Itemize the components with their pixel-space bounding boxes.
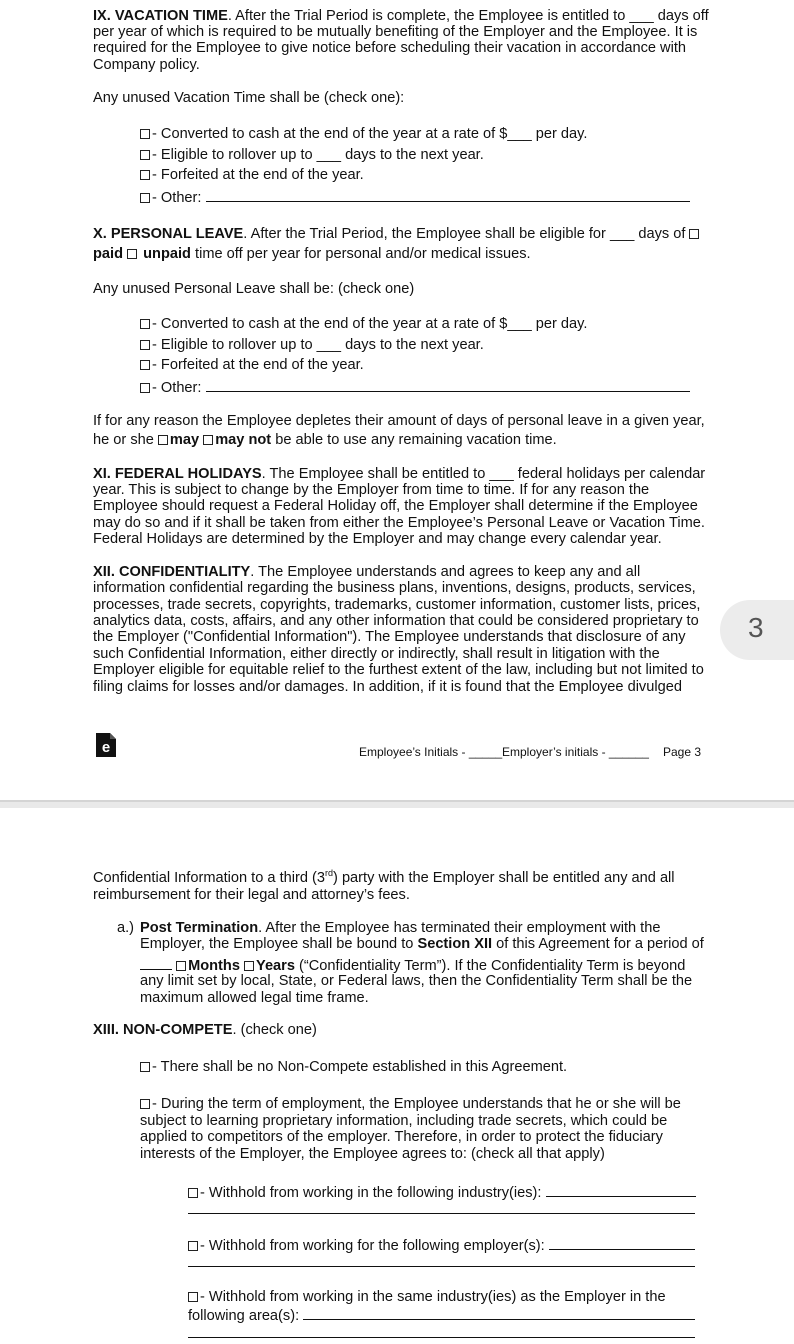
s11-line2: year. This is subject to change by the Employer from time to time. If for any reason the (93, 482, 650, 498)
checkbox[interactable] (140, 1099, 150, 1109)
s12-line5: the Employer ("Confidential Information"). The Employee understands that disclosure of any (93, 629, 686, 645)
cont-line1: Confidential Information to a third (3rd) party with the Employer shall be entitled any and all (93, 868, 675, 886)
checkbox[interactable] (140, 129, 150, 139)
a-heading: Post Termination (140, 920, 259, 936)
s10-line1: X. PERSONAL LEAVE. After the Trial Period, the Employee shall be eligible for ___ days of (93, 226, 701, 243)
a-line5: maximum allowed legal time frame. (140, 990, 369, 1006)
checkbox[interactable] (188, 1188, 198, 1198)
s9-heading: IX. VACATION TIME (93, 8, 228, 24)
s10-option-other: - Other: (140, 378, 690, 397)
checkbox[interactable] (140, 319, 150, 329)
document-page-4 (0, 808, 794, 1344)
checkbox[interactable] (140, 340, 150, 350)
other-blank[interactable] (206, 188, 690, 202)
page-separator (0, 800, 794, 808)
s9-line2: per year of which is required to be mutually benefiting of the Employer and the Employee. It is (93, 24, 698, 40)
s13-sub-industry: - Withhold from working in the following industry(ies): (188, 1183, 696, 1202)
period-blank[interactable] (140, 956, 172, 970)
s10-option-forfeit: - Forfeited at the end of the year. (140, 357, 364, 374)
s9-option-forfeit: - Forfeited at the end of the year. (140, 167, 364, 184)
checkbox[interactable] (140, 193, 150, 203)
checkbox-years[interactable] (244, 961, 254, 971)
a-line1: Post Termination. After the Employee has terminated their employment with the (140, 920, 661, 936)
a-marker: a.) (117, 920, 135, 936)
area-blank[interactable] (303, 1306, 695, 1320)
page-indicator-number: 3 (748, 612, 764, 643)
s9-line4: Company policy. (93, 57, 200, 73)
s9-unused-prompt: Any unused Vacation Time shall be (check one): (93, 90, 405, 106)
checkbox[interactable] (140, 150, 150, 160)
s10-heading: X. PERSONAL LEAVE (93, 226, 244, 242)
checkbox[interactable] (140, 360, 150, 370)
s11-line5: Federal Holidays are determined by the Employer and may change every calendar year. (93, 531, 662, 547)
s13-option-during-line3: applied to competitors of the employer. Therefore, in order to protect the fiduciary (140, 1129, 663, 1145)
s10-option-cash: - Converted to cash at the end of the year at a rate of $___ per day. (140, 316, 587, 333)
s13-line1: XIII. NON-COMPETE. (check one) (93, 1022, 317, 1038)
s12-line2: information confidential regarding the business plans, inventions, designs, products, services, (93, 580, 696, 596)
s10-depletes-line2: he or she may may not be able to use any remaining vacation time. (93, 432, 557, 448)
s10-option-rollover: - Eligible to rollover up to ___ days to the next year. (140, 337, 484, 354)
footer-page-number: Page 3 (663, 745, 702, 759)
other-blank[interactable] (206, 378, 690, 392)
s11-heading: XI. FEDERAL HOLIDAYS (93, 466, 262, 482)
industry-blank[interactable] (546, 1183, 696, 1197)
area-blank-2[interactable] (188, 1324, 695, 1338)
checkbox[interactable] (188, 1241, 198, 1251)
s11-line3: Employee should request a Federal Holiday off, the Employer shall determine if the Employee (93, 498, 698, 514)
industry-blank-2[interactable] (188, 1200, 695, 1214)
checkbox-months[interactable] (176, 961, 186, 971)
s13-option-during-line4: interests of the Employer, the Employee agrees to: (check all that apply) (140, 1146, 605, 1162)
cont-line2: reimbursement for their legal and attorney’s fees. (93, 887, 410, 903)
s13-option-during-line1: - During the term of employment, the Employee understands that he or she will be (140, 1096, 681, 1113)
s12-line6: such Confidential Information, either directly or indirectly, shall result in litigation with the (93, 646, 660, 662)
s9-option-other: - Other: (140, 188, 690, 207)
s12-line4: analytics data, costs, affairs, and any other information that could be considered proprietary to (93, 613, 699, 629)
employer-blank[interactable] (549, 1236, 695, 1250)
s9-option-rollover: - Eligible to rollover up to ___ days to the next year. (140, 147, 484, 164)
s13-sub-area-line1: - Withhold from working in the same industry(ies) as the Employer in the (188, 1289, 666, 1306)
a-line3: Months Years (“Confidentiality Term”). If the Confidentiality Term is beyond (140, 956, 685, 975)
footer-employee-initials: Employee’s Initials - _____ (359, 745, 503, 759)
checkbox-unpaid[interactable] (127, 249, 137, 259)
s13-sub-area-line2: following area(s): (188, 1306, 695, 1325)
a-line4: any limit set by local, State, or Federal laws, then the Confidentiality Term shall be the (140, 973, 693, 989)
footer-employer-initials: Employer’s initials - ______ (502, 745, 649, 759)
s10-unused-prompt: Any unused Personal Leave shall be: (check one) (93, 281, 415, 297)
s11-line4: may do so and if it shall be taken from either the Employee’s Personal Leave or Vacation Time. (93, 515, 705, 531)
checkbox[interactable] (140, 383, 150, 393)
s12-line1: XII. CONFIDENTIALITY. The Employee understands and agrees to keep any and all (93, 564, 641, 580)
s13-heading: XIII. NON-COMPETE (93, 1022, 233, 1038)
s12-heading: XII. CONFIDENTIALITY (93, 564, 251, 580)
page-indicator[interactable] (720, 600, 794, 660)
checkbox[interactable] (188, 1292, 198, 1302)
s11-line1: XI. FEDERAL HOLIDAYS. The Employee shall be entitled to ___ federal holidays per calendar (93, 466, 706, 482)
logo-letter: e (101, 739, 111, 756)
s10-depletes-line1: If for any reason the Employee depletes their amount of days of personal leave in a given year, (93, 413, 705, 429)
s12-line8: filing claims for losses and/or damages. In addition, if it is found that the Employee divulged (93, 679, 682, 695)
s13-option-during-line2: subject to learning proprietary information, including trade secrets, which could be (140, 1113, 668, 1129)
s12-line3: processes, trade secrets, copyrights, trademarks, customer information, customer lists, prices, (93, 597, 701, 613)
s9-line1: IX. VACATION TIME. After the Trial Period is complete, the Employee is entitled to ___ days off (93, 8, 709, 24)
s13-option-none: - There shall be no Non-Compete established in this Agreement. (140, 1059, 567, 1076)
s9-option-cash: - Converted to cash at the end of the year at a rate of $___ per day. (140, 126, 587, 143)
employer-blank-2[interactable] (188, 1253, 695, 1267)
checkbox[interactable] (140, 170, 150, 180)
a-line2: Employer, the Employee shall be bound to Section XII of this Agreement for a period of (140, 936, 704, 952)
document-logo-icon (96, 733, 116, 757)
checkbox[interactable] (140, 1062, 150, 1072)
checkbox-paid[interactable] (689, 229, 699, 239)
s12-line7: Employer eligible for equitable relief to the furthest extent of the law, including but not limited to (93, 662, 704, 678)
checkbox-may-not[interactable] (203, 435, 213, 445)
s9-line3: required for the Employee to give notice before scheduling their vacation in accordance with (93, 40, 687, 56)
s13-sub-employer: - Withhold from working for the following employer(s): (188, 1236, 695, 1255)
checkbox-may[interactable] (158, 435, 168, 445)
s10-line2: paid unpaid time off per year for personal and/or medical issues. (93, 246, 531, 262)
